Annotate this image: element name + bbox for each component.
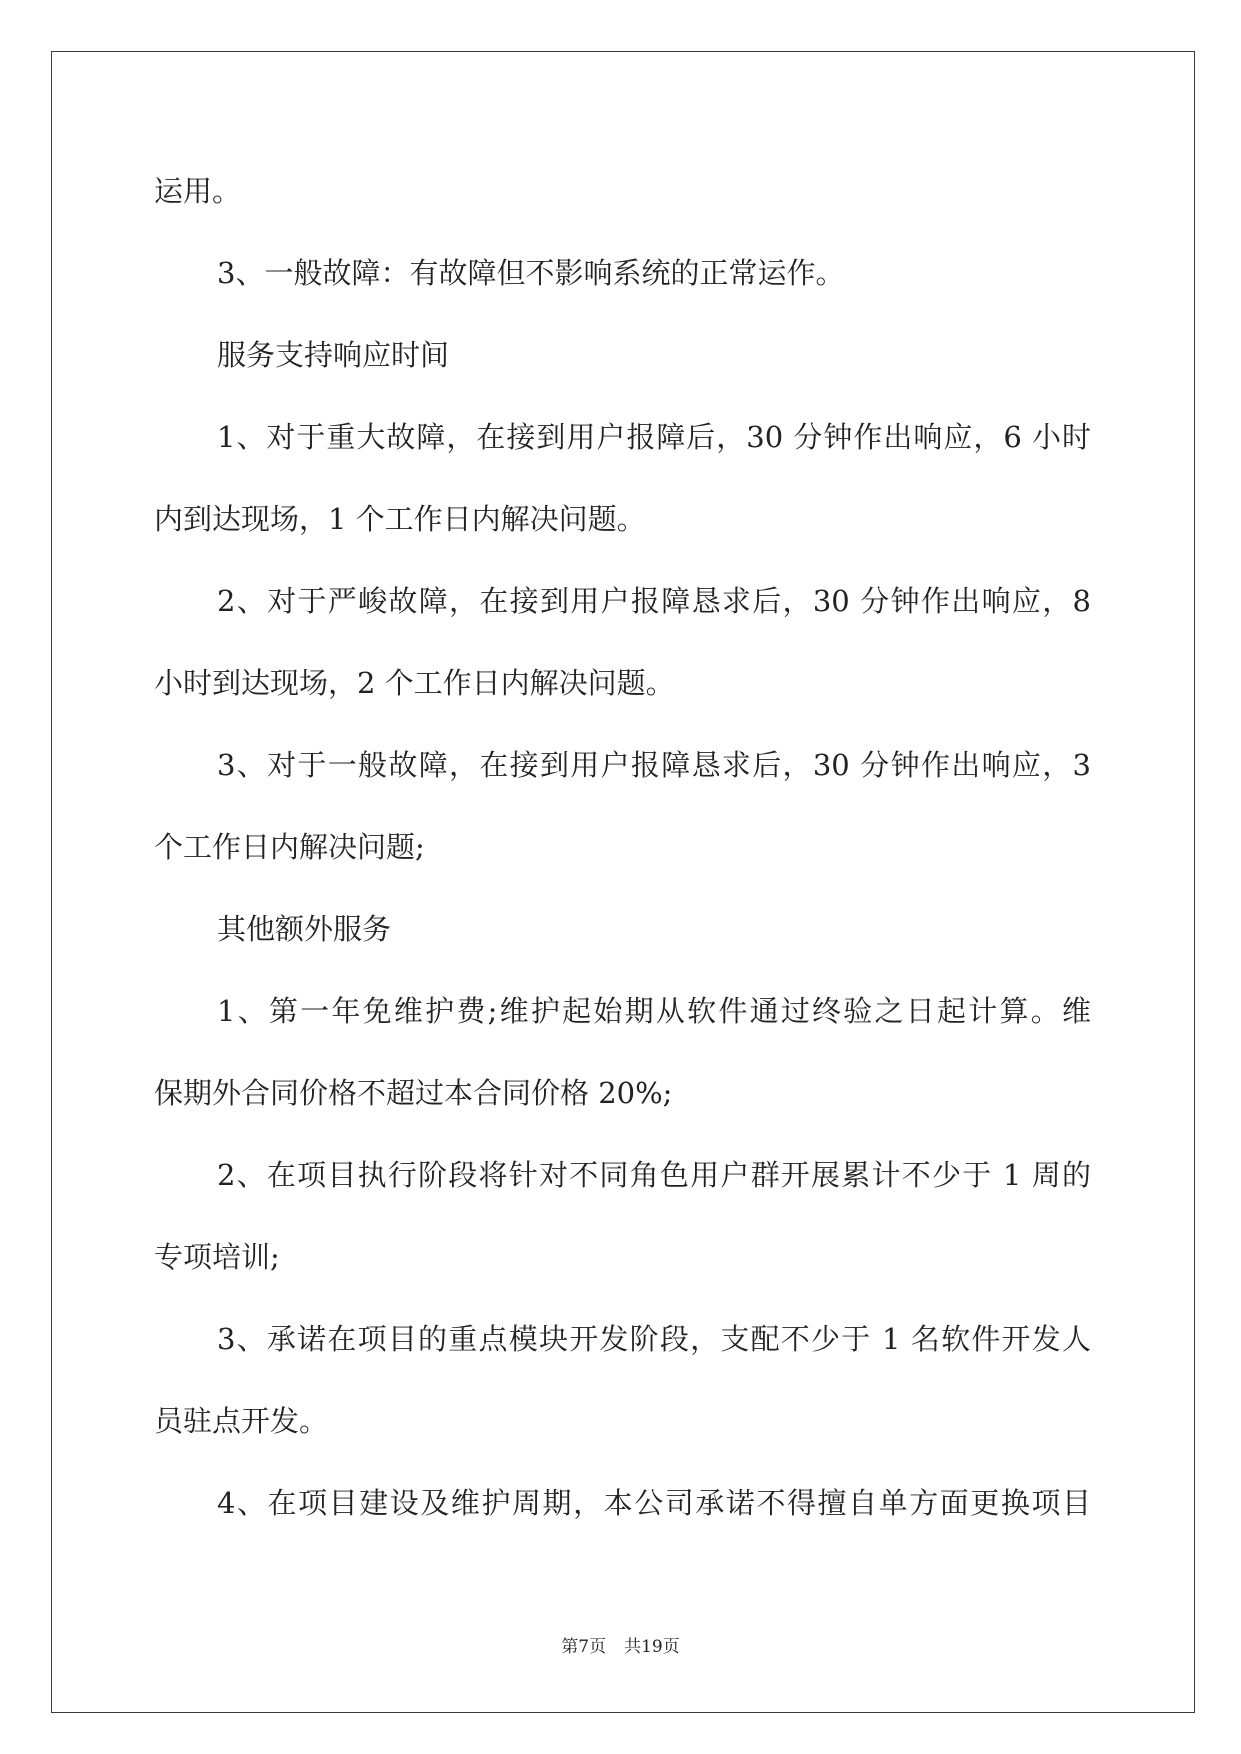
section-heading: 服务支持响应时间 bbox=[217, 338, 450, 372]
text-line: 1、第一年免维护费;维护起始期从软件通过终验之日起计算。维 bbox=[217, 994, 1091, 1028]
text-line: 个工作日内解决问题; bbox=[154, 830, 425, 864]
document-body bbox=[154, 150, 1091, 1544]
paragraph-severe-fault bbox=[154, 560, 1091, 724]
paragraph-onsite-developer bbox=[154, 1298, 1091, 1462]
text-line: 专项培训; bbox=[154, 1240, 280, 1274]
paragraph-training bbox=[154, 1134, 1091, 1298]
text-line: 3、一般故障：有故障但不影响系统的正常运作。 bbox=[217, 256, 845, 290]
paragraph-major-fault bbox=[154, 396, 1091, 560]
section-heading: 其他额外服务 bbox=[217, 912, 392, 946]
text-line: 保期外合同价格不超过本合同价格 20%; bbox=[154, 1076, 673, 1110]
paragraph-continuation bbox=[154, 150, 1091, 232]
section-heading-extra-services bbox=[154, 888, 1091, 970]
text-line: 4、在项目建设及维护周期，本公司承诺不得擅自单方面更换项目 bbox=[217, 1486, 1091, 1520]
section-heading-response-time bbox=[154, 314, 1091, 396]
paragraph-free-maintenance bbox=[154, 970, 1091, 1134]
text-line: 内到达现场，1 个工作日内解决问题。 bbox=[154, 502, 646, 536]
page-number-current: 第7页 bbox=[561, 1637, 607, 1657]
text-line: 3、对于一般故障，在接到用户报障恳求后，30 分钟作出响应，3 bbox=[217, 748, 1091, 782]
paragraph-general-fault-response bbox=[154, 724, 1091, 888]
text-line: 2、在项目执行阶段将针对不同角色用户群开展累计不少于 1 周的 bbox=[217, 1158, 1091, 1192]
paragraph-general-fault bbox=[154, 232, 1091, 314]
page-number-total: 共19页 bbox=[624, 1637, 680, 1657]
text-line: 3、承诺在项目的重点模块开发阶段，支配不少于 1 名软件开发人 bbox=[217, 1322, 1091, 1356]
text-line: 1、对于重大故障，在接到用户报障后，30 分钟作出响应，6 小时 bbox=[217, 420, 1091, 454]
page-footer bbox=[0, 1635, 1241, 1659]
text-line: 运用。 bbox=[154, 174, 242, 208]
text-line: 小时到达现场，2 个工作日内解决问题。 bbox=[154, 666, 675, 700]
text-line: 员驻点开发。 bbox=[154, 1404, 329, 1438]
paragraph-staff-commitment bbox=[154, 1462, 1091, 1544]
text-line: 2、对于严峻故障，在接到用户报障恳求后，30 分钟作出响应，8 bbox=[217, 584, 1091, 618]
